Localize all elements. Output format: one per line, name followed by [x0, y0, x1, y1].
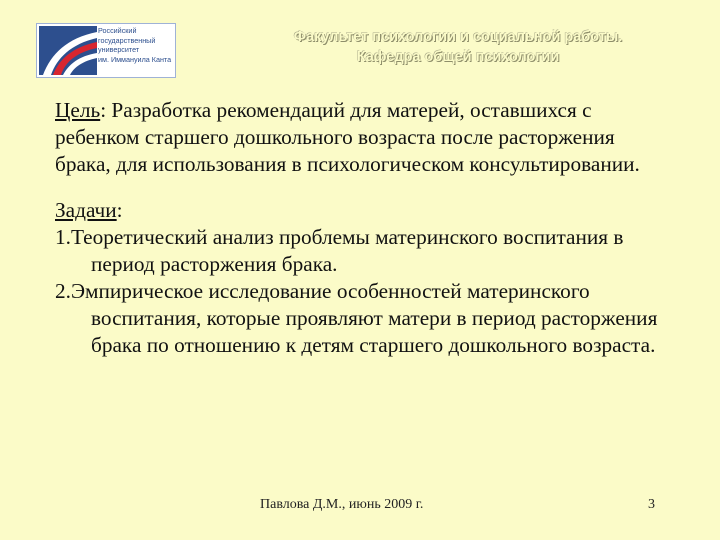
- university-emblem-icon: [39, 26, 97, 75]
- slide-body: [55, 97, 675, 359]
- goal-text: : Разработка рекомендаций для матерей, оставшихся с ребенком старшего дошкольного возраста после расторжения брака, для использования в психологическом консультировании.: [55, 98, 640, 176]
- faculty-title: Факультет психологии и социальной работы.: [293, 29, 623, 45]
- goal-label: Цель: [55, 98, 101, 122]
- footer-author: Павлова Д.М., июнь 2009 г.: [260, 497, 424, 512]
- tasks-label: Задачи: [55, 198, 117, 222]
- task-item-1: 1.Теоретический анализ проблемы материнского воспитания в период расторжения брака.: [55, 225, 624, 276]
- tasks-heading: [55, 197, 675, 224]
- tasks-colon: :: [116, 198, 123, 222]
- page-number: 3: [648, 497, 655, 512]
- slide-header: [230, 27, 686, 67]
- logo-caption: Российский государственный университет им. Иммануила Канта: [98, 26, 172, 64]
- task-item-2: 2.Эмпирическое исследование особенностей материнского воспитания, которые проявляют матери в период расторжения брака по отношению к детям старшего дошкольного возраста.: [55, 279, 658, 357]
- department-title: Кафедра общей психологии: [356, 49, 560, 65]
- university-logo: [36, 23, 176, 78]
- goal-paragraph: [55, 97, 675, 178]
